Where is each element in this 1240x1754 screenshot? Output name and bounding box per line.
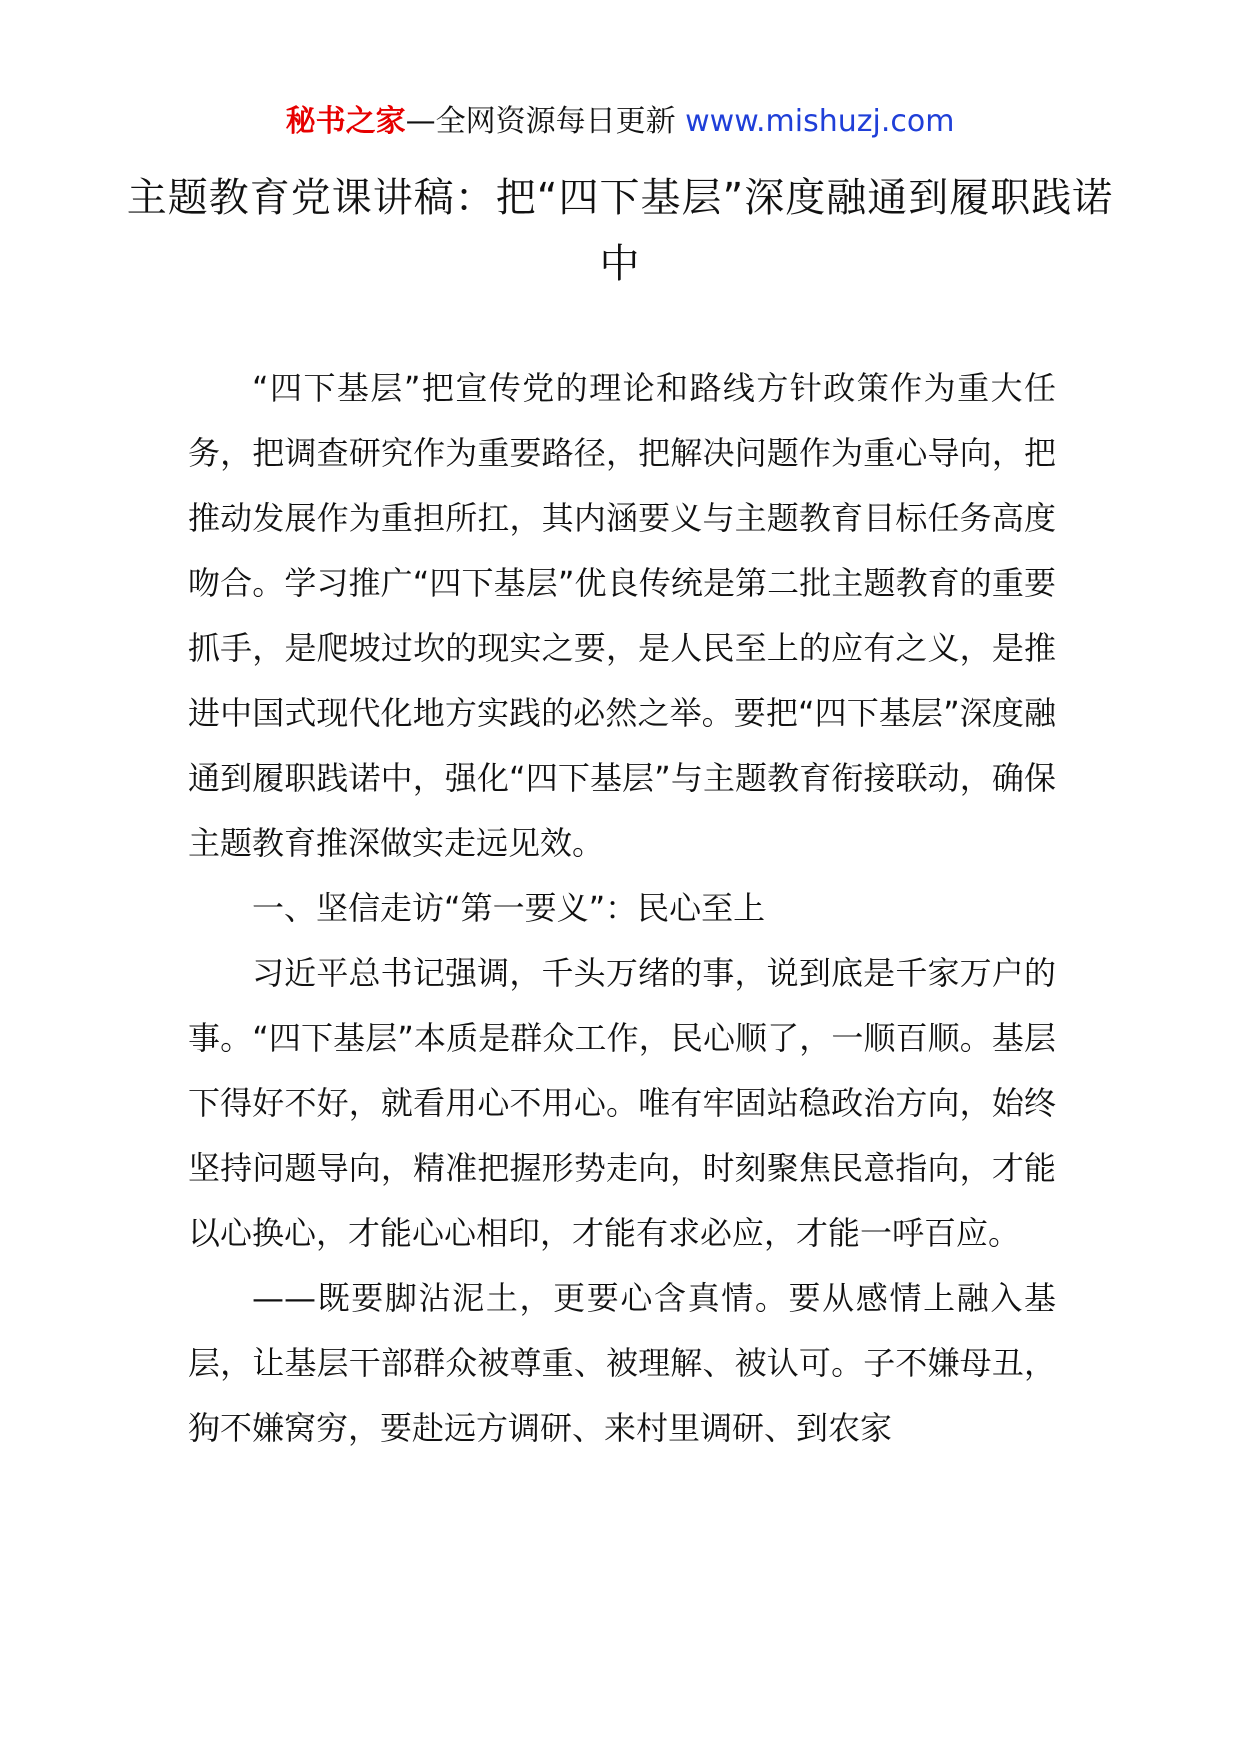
brand-name: 秘书之家 (285, 104, 406, 139)
paragraph-intro: “四下基层”把宣传党的理论和路线方针政策作为重大任务，把调查研究作为重要路径，把解决问题作为重心导向，把推动发展作为重担所扛，其内涵要义与主题教育目标任务高度吻合。学习推广“四下基层”优良传统是第二批主题教育的重要抓手，是爬坡过坎的现实之要，是人民至上的应有之义，是推进中国式现代化地方实践的必然之举。要把“四下基层”深度融通到履职践诺中，强化“四下基层”与主题教育衔接联动，确保主题教育推深做实走远见效。 (188, 369, 1056, 862)
site-header (0, 100, 1240, 144)
section-heading-1: 一、坚信走访“第一要义”：民心至上 (252, 889, 766, 927)
paragraph-subpoint-1: ——既要脚沾泥土，更要心含真情。要从感情上融入基层，让基层干部群众被尊重、被理解、被认可。子不嫌母丑，狗不嫌窝穷，要赴远方调研、来村里调研、到农家 (188, 1279, 1056, 1447)
document-body (188, 356, 1056, 1461)
header-tagline: —全网资源每日更新 (405, 104, 676, 139)
document-title: 主题教育党课讲稿：把“四下基层”深度融通到履职践诺中 (126, 175, 1114, 287)
paragraph-section-1: 习近平总书记强调，千头万绪的事，说到底是千家万户的事。“四下基层”本质是群众工作，民心顺了，一顺百顺。基层下得好不好，就看用心不用心。唯有牢固站稳政治方向，始终坚持问题导向，精准把握形势走向，时刻聚焦民意指向，才能以心换心，才能心心相印，才能有求必应，才能一呼百应。 (188, 954, 1056, 1252)
site-url-link[interactable]: www.mishuzj.com (685, 104, 955, 139)
